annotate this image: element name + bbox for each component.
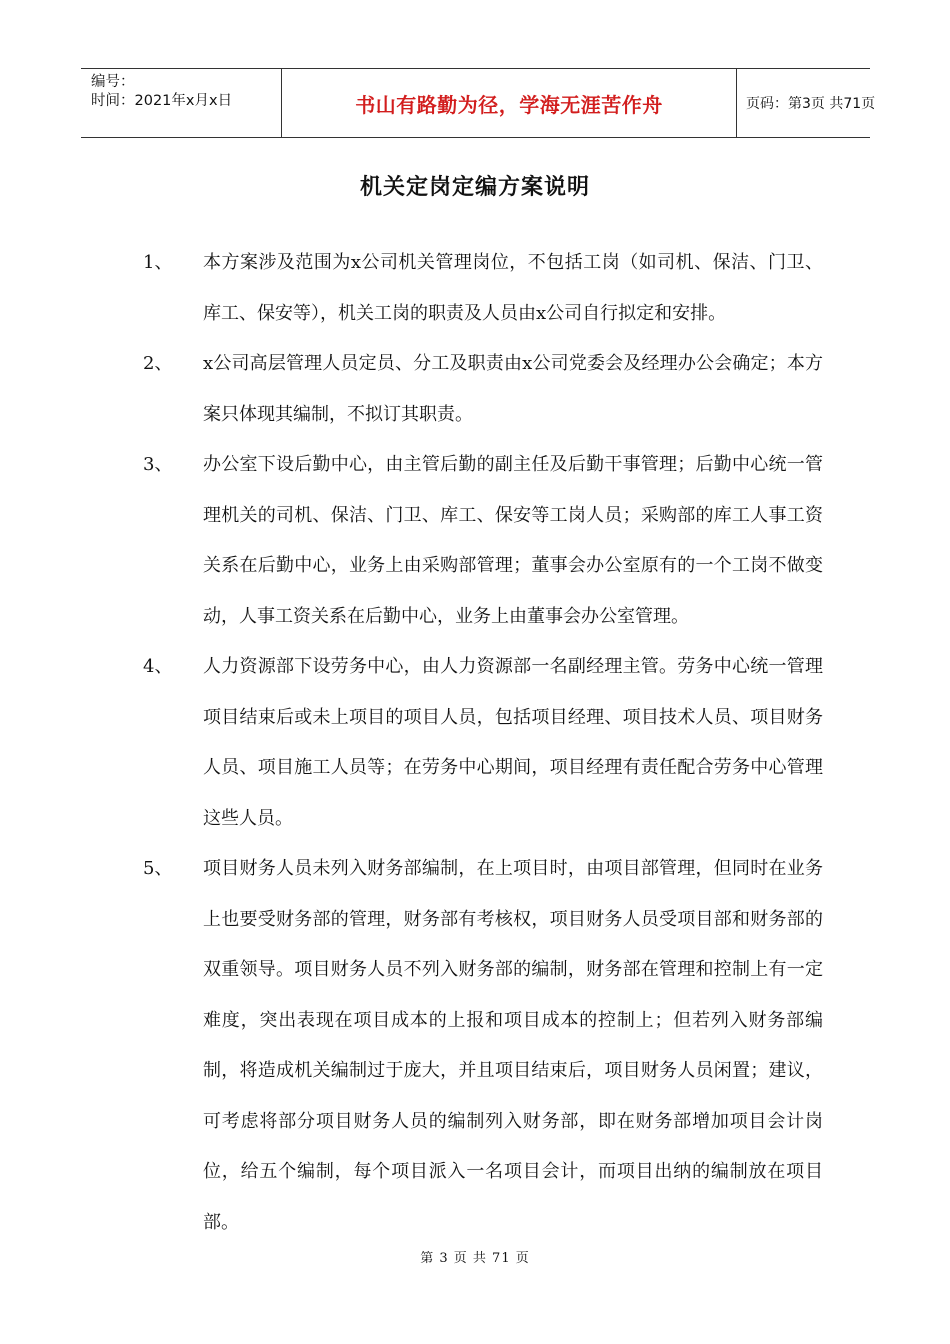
date-line: 时间：2021年x月x日	[91, 93, 233, 109]
header-page-info: 页码：第3页 共71页	[746, 96, 876, 112]
page-footer: 第 3 页 共 71 页	[420, 1251, 530, 1266]
item-number: 3、	[143, 454, 173, 475]
motto: 书山有路勤为径，学海无涯苦作舟	[355, 92, 663, 117]
page-header	[81, 68, 876, 138]
list-item	[143, 339, 823, 440]
document-body	[143, 238, 823, 1248]
number-label: 编号：	[91, 74, 135, 90]
item-text: 办公室下设后勤中心，由主管后勤的副主任及后勤干事管理；后勤中心统一管理机关的司机、保洁、门卫、库工、保安等工岗人员；采购部的库工人事工资关系在后勤中心，业务上由采购部管理；董事会办公室原有的一个工岗不做变动，人事工资关系在后勤中心，业务上由董事会办公室管理。	[203, 454, 823, 627]
item-number: 4、	[143, 656, 173, 677]
list-item	[143, 642, 823, 844]
list-item	[143, 844, 823, 1248]
item-text: 人力资源部下设劳务中心，由人力资源部一名副经理主管。劳务中心统一管理项目结束后或未上项目的项目人员，包括项目经理、项目技术人员、项目财务人员、项目施工人员等；在劳务中心期间，项目经理有责任配合劳务中心管理这些人员。	[203, 656, 823, 829]
list-item	[143, 440, 823, 642]
header-meta	[81, 69, 281, 137]
header-motto-cell	[281, 69, 737, 137]
item-text: 项目财务人员未列入财务部编制，在上项目时，由项目部管理，但同时在业务上也要受财务部的管理，财务部有考核权，项目财务人员受项目部和财务部的双重领导。项目财务人员不列入财务部的编制，财务部在管理和控制上有一定难度，突出表现在项目成本的上报和项目成本的控制上；但若列入财务部编制，将造成机关编制过于庞大，并且项目结束后，项目财务人员闲置；建议，可考虑将部分项目财务人员的编制列入财务部，即在财务部增加项目会计岗位，给五个编制，每个项目派入一名项目会计，而项目出纳的编制放在项目部。	[203, 858, 823, 1233]
item-text: x公司高层管理人员定员、分工及职责由x公司党委会及经理办公会确定；本方案只体现其编制，不拟订其职责。	[203, 353, 823, 425]
item-number: 5、	[143, 858, 173, 879]
item-number: 1、	[143, 252, 173, 273]
item-number: 2、	[143, 353, 173, 374]
list-item	[143, 238, 823, 339]
document-title: 机关定岗定编方案说明	[359, 175, 590, 200]
item-text: 本方案涉及范围为x公司机关管理岗位，不包括工岗（如司机、保洁、门卫、库工、保安等），机关工岗的职责及人员由x公司自行拟定和安排。	[203, 252, 823, 324]
